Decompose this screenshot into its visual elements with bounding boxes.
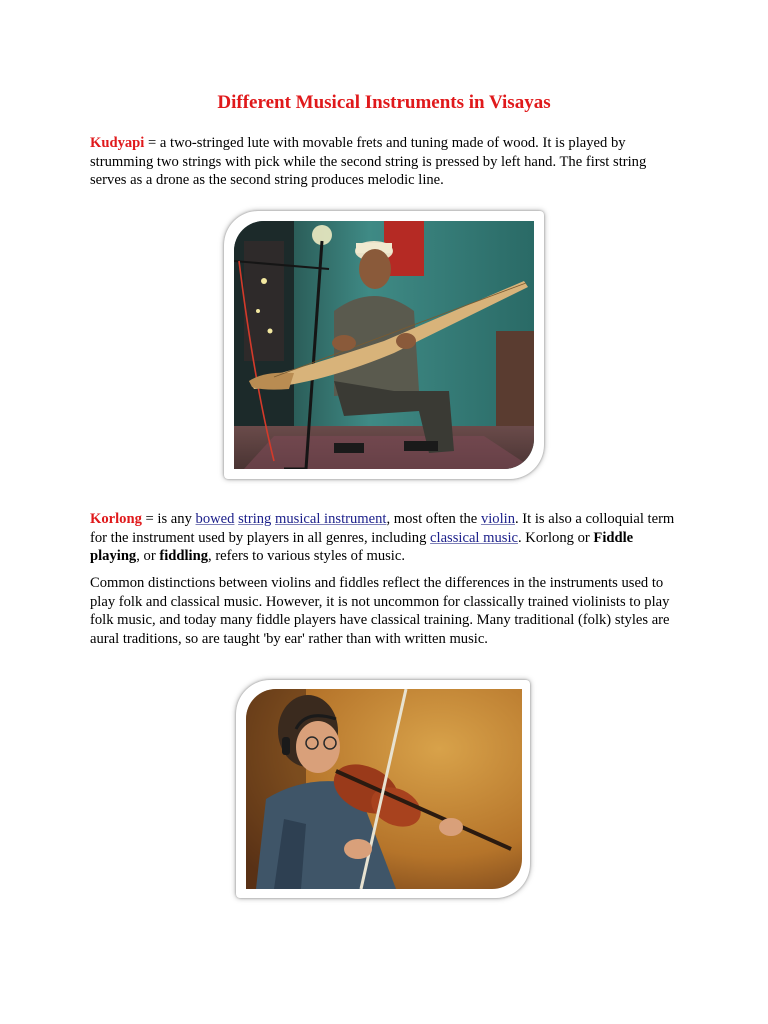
kudyapi-player-photo xyxy=(234,221,534,469)
fiddle-player-photo xyxy=(246,689,522,889)
kudyapi-term: Kudyapi xyxy=(90,135,145,151)
fiddle-photo-frame xyxy=(236,680,530,898)
link-bowed[interactable]: bowed xyxy=(195,511,235,527)
korlong-text: , or xyxy=(136,548,160,564)
korlong-paragraph xyxy=(90,510,680,566)
link-violin[interactable]: violin xyxy=(480,511,515,527)
korlong-text: , most often the xyxy=(386,511,481,527)
kudyapi-description: = a two-stringed lute with movable frets and tuning made of wood. It is played by strumming two strings with pick while the second string is pressed by left hand. The first string serves as a drone as the second string produces melodic line. xyxy=(90,135,647,188)
link-string[interactable]: string xyxy=(238,511,272,527)
fiddle-playing-bold: Fiddle playing xyxy=(90,529,634,564)
kudyapi-paragraph xyxy=(90,134,680,190)
link-musical-instrument[interactable]: musical instrument xyxy=(275,511,387,527)
korlong-text: . It is also a colloquial term for the instrument used by players in all genres, including xyxy=(90,511,675,546)
link-classical-music[interactable]: classical music xyxy=(430,529,518,546)
korlong-text: , refers to various styles of music. xyxy=(208,548,405,564)
korlong-text: . Korlong or xyxy=(518,529,594,546)
fiddling-bold: fiddling xyxy=(159,548,209,564)
korlong-text: = is any xyxy=(141,511,196,527)
korlong-term: Korlong xyxy=(90,511,142,527)
page-title: Different Musical Instruments in Visayas xyxy=(217,92,551,113)
kudyapi-photo-frame xyxy=(224,211,544,479)
distinctions-paragraph: Common distinctions between violins and fiddles reflect the differences in the instruments used to play folk and classical music. However, it is not uncommon for classically trained violinists to play folk music, and today many fiddle players have classical training. Many traditional (folk) styles are aural traditions, so are taught 'by ear' rather than with written music. xyxy=(90,575,670,647)
